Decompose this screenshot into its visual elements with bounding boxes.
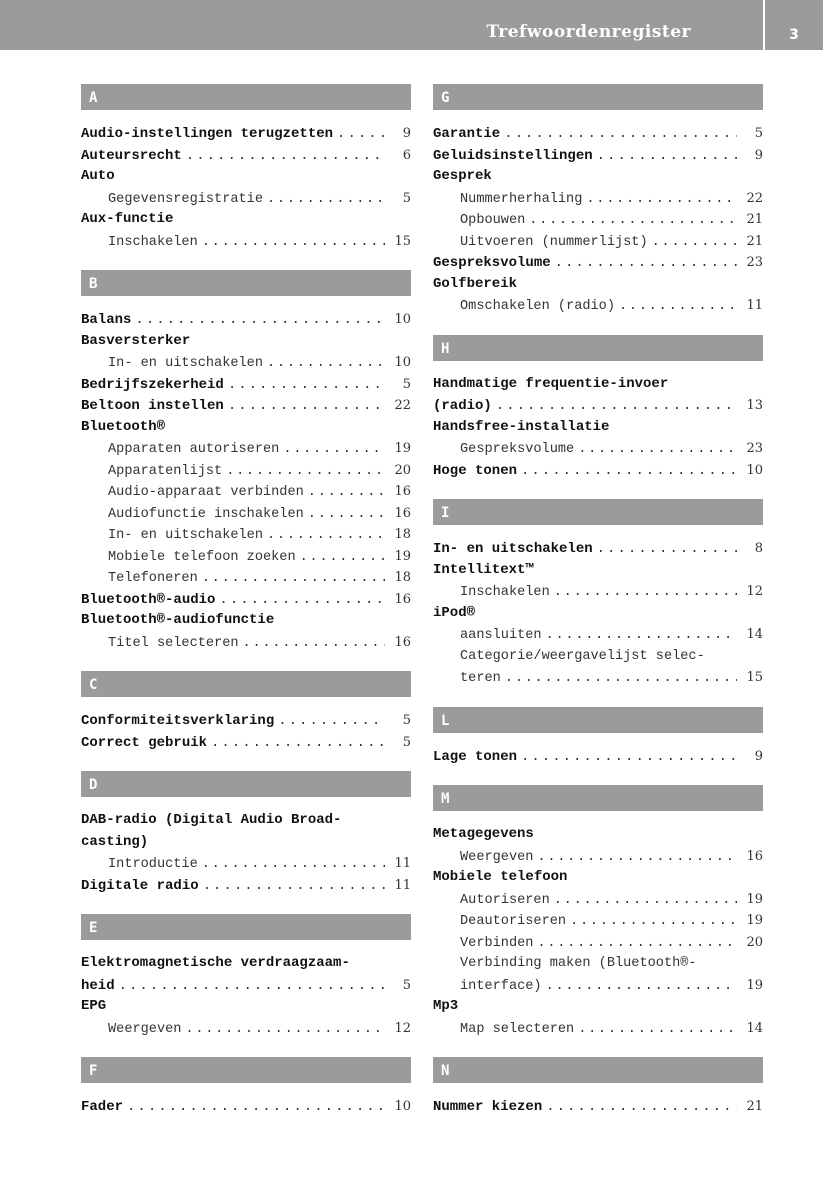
entry-term: Bedrijfszekerheid	[81, 376, 224, 393]
dot-leader	[283, 439, 385, 461]
page-reference: 16	[394, 505, 411, 521]
dot-leader	[135, 310, 385, 332]
entry-term: Garantie	[433, 126, 501, 142]
page-reference: 20	[746, 934, 763, 950]
index-subentry	[433, 667, 763, 689]
dot-leader	[267, 525, 385, 547]
index-section	[433, 335, 763, 482]
page-reference: 22	[394, 398, 411, 413]
page-reference: 5	[402, 734, 411, 750]
dot-leader	[300, 547, 385, 569]
entry-term: Aux-functie	[81, 211, 174, 227]
dot-leader	[185, 1019, 385, 1041]
page-reference: 5	[402, 376, 411, 392]
entry-term: Uitvoeren (nummerlijst)	[460, 234, 648, 250]
index-entry	[81, 145, 411, 167]
page-reference: 5	[402, 977, 411, 993]
page-reference: 23	[746, 441, 763, 456]
index-subentry	[81, 481, 411, 503]
index-entry	[433, 1096, 763, 1118]
entry-term: Verbinding maken (Bluetooth®-	[460, 956, 697, 971]
entry-term: Opbouwen	[460, 213, 526, 228]
page-reference: 15	[394, 233, 411, 249]
page-number: 3	[765, 0, 823, 50]
index-subentry	[433, 646, 763, 668]
dot-leader	[521, 461, 737, 483]
entry-term: Lage tonen	[433, 748, 518, 765]
index-entry	[81, 832, 411, 854]
index-entry	[81, 732, 411, 754]
dot-leader	[546, 625, 737, 647]
index-entry	[433, 395, 763, 417]
entry-term: Weergeven	[460, 849, 534, 865]
page-reference: 23	[746, 255, 763, 270]
section-letter-header: G	[433, 84, 763, 110]
entry-term: teren	[460, 671, 501, 686]
index-subentry	[433, 624, 763, 646]
index-entry	[81, 589, 411, 611]
page-reference: 18	[394, 570, 411, 585]
index-entry	[433, 746, 763, 768]
dot-leader	[554, 582, 737, 604]
index-subentry	[81, 1018, 411, 1040]
page-reference: 5	[402, 190, 411, 206]
page-reference: 21	[746, 212, 763, 227]
dot-leader	[597, 146, 737, 168]
entry-term: Omschakelen (radio)	[460, 299, 615, 314]
entry-term: Apparatenlijst	[108, 463, 223, 479]
index-entry	[81, 395, 411, 417]
entry-term: Handsfree-installatie	[433, 418, 610, 435]
page-reference: 16	[394, 591, 411, 607]
section-letter-header: L	[433, 707, 763, 733]
index-subentry	[81, 632, 411, 654]
dot-leader	[308, 504, 385, 526]
page-reference: 16	[394, 484, 411, 499]
index-entry	[433, 867, 763, 889]
entry-term: Gesprek	[433, 168, 492, 184]
index-subentry	[433, 188, 763, 210]
index-entry	[433, 460, 763, 482]
section-letter-header: F	[81, 1057, 411, 1083]
entry-term: Metagegevens	[433, 826, 534, 842]
dot-leader	[211, 733, 385, 755]
entry-term: interface)	[460, 978, 542, 994]
dot-leader	[546, 976, 737, 998]
index-entry	[433, 252, 763, 274]
entry-term: Correct gebruik	[81, 734, 208, 751]
index-subentry	[81, 460, 411, 482]
index-entry	[81, 1096, 411, 1118]
index-section	[433, 1057, 763, 1118]
index-entry	[81, 209, 411, 231]
index-entry	[433, 166, 763, 188]
index-section	[81, 914, 411, 1039]
entry-term: iPod®	[433, 604, 476, 621]
page-reference: 16	[394, 634, 411, 650]
entry-term: Gegevensregistratie	[108, 191, 263, 207]
index-entry	[433, 145, 763, 167]
page-reference: 12	[746, 584, 763, 599]
page-reference: 11	[394, 856, 411, 871]
index-section	[81, 270, 411, 653]
entry-term: Gespreksvolume	[460, 442, 575, 457]
entry-term: Hoge tonen	[433, 462, 518, 479]
page-reference: 22	[746, 190, 763, 206]
section-letter-header: I	[433, 499, 763, 525]
index-subentry	[433, 846, 763, 868]
page-reference: 14	[746, 627, 763, 642]
index-entry	[81, 810, 411, 832]
index-section	[433, 84, 763, 317]
index-subentry	[433, 953, 763, 975]
index-entry	[433, 824, 763, 846]
page-reference: 14	[746, 1020, 763, 1036]
page-reference: 10	[394, 1099, 411, 1114]
entry-term: Mobiele telefoon	[433, 869, 568, 885]
entry-term: Digitale radio	[81, 877, 199, 894]
page-reference: 9	[754, 748, 763, 764]
entry-term: In- en uitschakelen	[433, 541, 593, 557]
page-reference: 18	[394, 527, 411, 542]
index-section	[433, 499, 763, 689]
index-entry	[433, 560, 763, 582]
index-subentry	[81, 438, 411, 460]
dot-leader	[578, 439, 737, 461]
page-reference: 9	[754, 147, 763, 163]
index-section	[81, 671, 411, 753]
page-reference: 21	[746, 1099, 763, 1114]
index-entry	[433, 538, 763, 560]
dot-leader	[119, 976, 385, 998]
dot-leader	[337, 124, 385, 146]
section-letter-header: N	[433, 1057, 763, 1083]
entry-term: Bluetooth®	[81, 418, 166, 435]
index-subentry	[433, 975, 763, 997]
dot-leader	[308, 482, 385, 504]
entry-term: (radio)	[433, 398, 492, 414]
dot-leader	[521, 747, 737, 769]
page-reference: 12	[394, 1020, 411, 1036]
dot-leader	[228, 375, 385, 397]
entry-term: Geluidsinstellingen	[433, 147, 593, 164]
index-entry	[433, 374, 763, 396]
page-reference: 5	[754, 126, 763, 141]
index-entry	[81, 996, 411, 1018]
entry-term: Auto	[81, 168, 115, 184]
dot-leader	[267, 189, 385, 211]
page-reference: 10	[394, 312, 411, 327]
index-section	[81, 771, 411, 896]
index-entry	[433, 274, 763, 296]
page-reference: 19	[746, 977, 763, 993]
index-subentry	[81, 524, 411, 546]
entry-term: DAB-radio (Digital Audio Broad-	[81, 812, 342, 828]
index-entry	[433, 417, 763, 439]
dot-leader	[228, 396, 385, 418]
page-reference: 16	[746, 848, 763, 864]
page-reference: 5	[402, 713, 411, 728]
index-subentry	[81, 546, 411, 568]
entry-term: Handmatige frequentie-invoer	[433, 375, 669, 392]
index-subentry	[433, 910, 763, 932]
dot-leader	[219, 590, 385, 612]
page-reference: 21	[746, 233, 763, 249]
entry-term: Mobiele telefoon zoeken	[108, 549, 296, 565]
dot-leader	[570, 911, 737, 933]
section-letter-header: A	[81, 84, 411, 110]
index-entry	[81, 417, 411, 439]
entry-term: Intellitext™	[433, 561, 534, 578]
entry-term: Introductie	[108, 857, 198, 872]
entry-term: Elektromagnetische verdraagzaam-	[81, 955, 350, 971]
page-reference: 19	[394, 441, 411, 456]
dot-leader	[203, 876, 385, 898]
dot-leader	[186, 146, 385, 168]
entry-term: Inschakelen	[108, 234, 198, 250]
dot-leader	[546, 1097, 737, 1119]
entry-term: Apparaten autoriseren	[108, 442, 280, 457]
index-entry	[81, 610, 411, 632]
index-subentry	[433, 209, 763, 231]
dot-leader	[554, 890, 737, 912]
entry-term: Categorie/weergavelijst selec-	[460, 648, 705, 664]
index-section	[81, 84, 411, 252]
dot-leader	[619, 296, 737, 318]
index-column-left	[81, 84, 411, 1136]
index-subentry	[433, 889, 763, 911]
dot-leader	[555, 253, 737, 275]
dot-leader	[504, 124, 737, 146]
section-letter-header: D	[81, 771, 411, 797]
index-entry	[433, 603, 763, 625]
section-letter-header: E	[81, 914, 411, 940]
dot-leader	[202, 232, 385, 254]
index-subentry	[433, 438, 763, 460]
entry-term: Audio-instellingen terugzetten	[81, 126, 334, 142]
section-letter-header: C	[81, 671, 411, 697]
dot-leader	[537, 933, 737, 955]
page-reference: 10	[394, 355, 411, 370]
dot-leader	[537, 847, 737, 869]
index-subentry	[433, 231, 763, 253]
index-entry	[81, 875, 411, 897]
entry-term: Fader	[81, 1099, 124, 1115]
dot-leader	[226, 461, 385, 483]
page-reference: 10	[746, 462, 763, 478]
entry-term: aansluiten	[460, 628, 542, 643]
page-reference: 19	[746, 891, 763, 907]
entry-term: Auteursrecht	[81, 147, 182, 164]
page-reference: 20	[394, 462, 411, 478]
dot-leader	[578, 1019, 737, 1041]
entry-term: Nummer kiezen	[433, 1099, 543, 1115]
entry-term: casting)	[81, 833, 149, 850]
index-entry	[81, 953, 411, 975]
index-entry	[81, 374, 411, 396]
page-reference: 19	[394, 548, 411, 564]
index-entry	[433, 123, 763, 145]
dot-leader	[597, 539, 737, 561]
entry-term: Weergeven	[108, 1021, 182, 1037]
index-entry	[81, 975, 411, 997]
entry-term: Beltoon instellen	[81, 398, 224, 414]
index-subentry	[81, 231, 411, 253]
dot-leader	[278, 711, 385, 733]
entry-term: Verbinden	[460, 935, 534, 951]
section-letter-header: H	[433, 335, 763, 361]
page-title: Trefwoordenregister	[486, 22, 691, 42]
dot-leader	[202, 854, 385, 876]
index-subentry	[433, 295, 763, 317]
entry-term: Telefoneren	[108, 571, 198, 586]
entry-term: Autoriseren	[460, 892, 550, 908]
page-reference: 13	[746, 398, 763, 413]
entry-term: Inschakelen	[460, 585, 550, 600]
dot-leader	[529, 210, 737, 232]
dot-leader	[496, 396, 737, 418]
index-subentry	[433, 932, 763, 954]
index-entry	[81, 166, 411, 188]
index-subentry	[433, 581, 763, 603]
dot-leader	[243, 633, 385, 655]
index-subentry	[81, 567, 411, 589]
dot-leader	[505, 668, 737, 690]
entry-term: Balans	[81, 312, 132, 328]
entry-term: Golfbereik	[433, 275, 518, 292]
index-entry	[81, 710, 411, 732]
entry-term: In- en uitschakelen	[108, 528, 263, 543]
entry-term: In- en uitschakelen	[108, 356, 263, 371]
entry-term: Map selecteren	[460, 1021, 575, 1037]
dot-leader	[202, 568, 385, 590]
index-entry	[81, 123, 411, 145]
entry-term: Bluetooth®-audio	[81, 591, 216, 608]
index-section	[433, 785, 763, 1039]
page-reference: 6	[402, 147, 411, 163]
index-entry	[81, 331, 411, 353]
index-column-right	[433, 84, 763, 1136]
dot-leader	[652, 232, 737, 254]
index-subentry	[433, 1018, 763, 1040]
entry-term: Nummerherhaling	[460, 191, 583, 207]
dot-leader	[127, 1097, 385, 1119]
index-subentry	[81, 503, 411, 525]
index-entry	[433, 996, 763, 1018]
index-subentry	[81, 853, 411, 875]
entry-term: Audio-apparaat verbinden	[108, 485, 304, 500]
entry-term: Conformiteitsverklaring	[81, 713, 275, 729]
index-section	[81, 1057, 411, 1118]
section-letter-header: M	[433, 785, 763, 811]
index-entry	[81, 309, 411, 331]
section-letter-header: B	[81, 270, 411, 296]
index-subentry	[81, 188, 411, 210]
page-reference: 11	[746, 298, 763, 313]
entry-term: Bluetooth®-audiofunctie	[81, 612, 275, 628]
entry-term: Deautoriseren	[460, 914, 567, 929]
dot-leader	[586, 189, 737, 211]
page-header	[0, 0, 763, 50]
index-subentry	[81, 352, 411, 374]
entry-term: Titel selecteren	[108, 635, 239, 651]
page-reference: 19	[746, 913, 763, 928]
dot-leader	[267, 353, 385, 375]
page-reference: 9	[402, 126, 411, 141]
index-section	[433, 707, 763, 768]
entry-term: EPG	[81, 998, 107, 1014]
entry-term: Basversterker	[81, 332, 191, 349]
entry-term: Audiofunctie inschakelen	[108, 506, 304, 522]
page-reference: 11	[394, 877, 411, 893]
page-reference: 8	[754, 541, 763, 556]
entry-term: Mp3	[433, 998, 459, 1014]
entry-term: Gespreksvolume	[433, 255, 551, 271]
entry-term: heid	[81, 977, 115, 994]
page-reference: 15	[746, 670, 763, 685]
